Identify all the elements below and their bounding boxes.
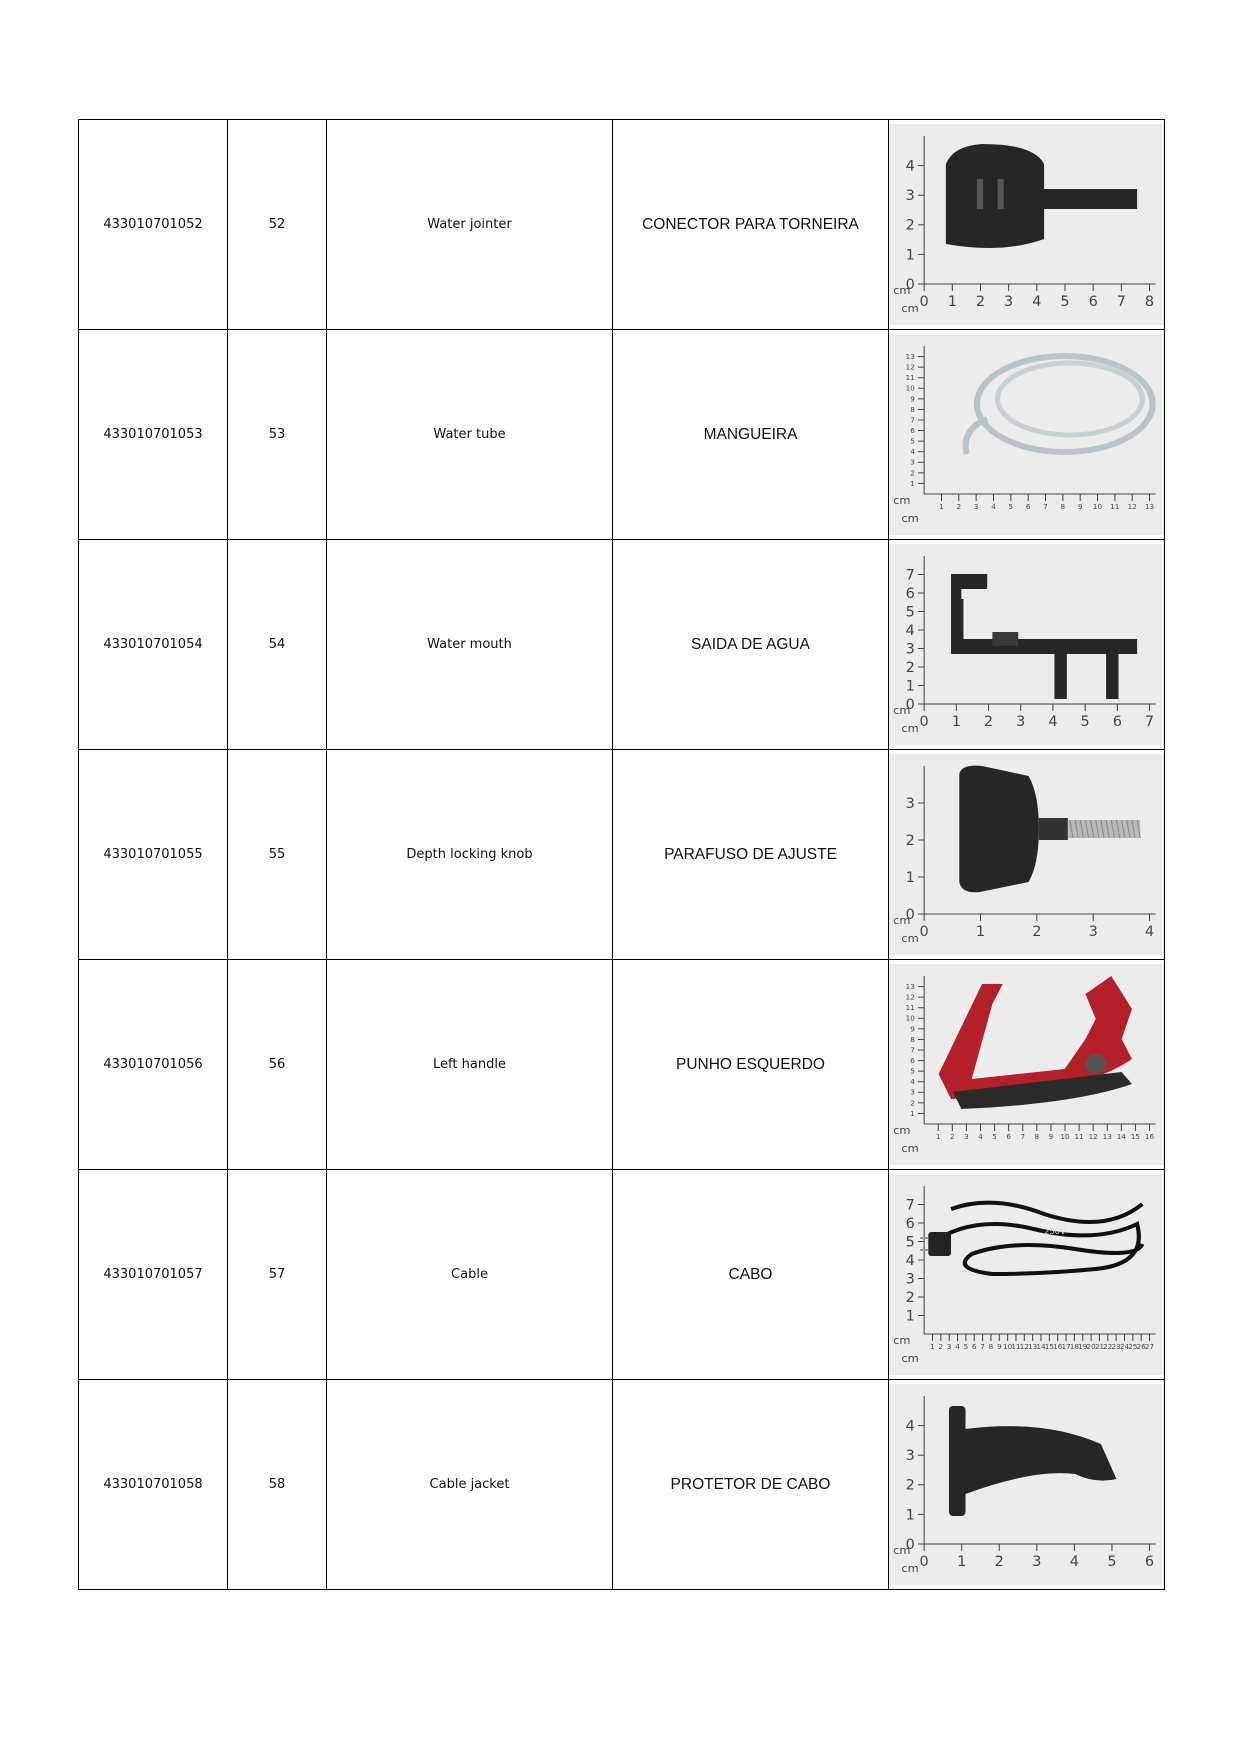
part-photo [889, 334, 1164, 535]
y-tick-label: 7 [905, 1197, 915, 1214]
x-tick-label: 2 [938, 1342, 944, 1351]
position-number: 55 [228, 750, 327, 960]
y-tick-label: 10 [905, 1013, 915, 1023]
x-tick-label: 16 [1144, 1132, 1155, 1141]
x-tick-label: 3 [964, 1132, 969, 1141]
part-photo-cell [889, 1170, 1165, 1380]
x-tick-label: 8 [1060, 502, 1066, 511]
x-tick-label: 14 [1036, 1342, 1046, 1351]
x-tick-label: 0 [919, 1554, 929, 1570]
y-tick-label: 3 [905, 188, 915, 205]
table-row [79, 1380, 1165, 1590]
x-tick-label: 1 [957, 1554, 967, 1570]
x-tick-label: 8 [988, 1342, 994, 1351]
y-tick-label: 4 [905, 623, 915, 639]
y-tick-label: 3 [910, 1087, 915, 1097]
x-tick-label: 1 [951, 714, 961, 730]
y-tick-label: 13 [905, 352, 915, 361]
y-tick-label: 3 [905, 796, 915, 812]
x-tick-label: 0 [919, 294, 929, 310]
x-tick-label: 13 [1102, 1132, 1112, 1141]
x-tick-label: 3 [1032, 1554, 1042, 1570]
x-tick-label: 9 [996, 1342, 1002, 1351]
y-tick-label: 3 [905, 641, 915, 658]
unit-label: cm [893, 1544, 911, 1557]
x-tick-label: 6 [1144, 1554, 1155, 1570]
x-tick-label: 21 [1094, 1342, 1105, 1351]
x-tick-label: 3 [1088, 924, 1098, 940]
y-tick-label: 11 [905, 1003, 915, 1013]
part-photo-cell [889, 330, 1165, 540]
part-photo [889, 964, 1164, 1165]
y-tick-label: 2 [910, 468, 915, 478]
x-tick-label: 2 [1032, 924, 1042, 940]
x-tick-label: 15 [1044, 1342, 1054, 1351]
part-photo [889, 1174, 1164, 1375]
unit-label: cm [893, 704, 911, 717]
x-tick-label: 4 [1032, 294, 1042, 310]
part-photo-svg [889, 964, 1164, 1165]
y-tick-label: 9 [910, 394, 915, 404]
article-number: 433010701052 [79, 120, 228, 330]
unit-label: cm [893, 1334, 911, 1347]
article-number: 433010701053 [79, 330, 228, 540]
part-name-en: Cable [327, 1170, 613, 1380]
part-name-pt: PUNHO ESQUERDO [613, 960, 889, 1170]
x-tick-label: 8 [1034, 1132, 1040, 1141]
table-row [79, 120, 1165, 330]
x-tick-label: 18 [1069, 1342, 1079, 1351]
x-tick-label: 19 [1078, 1342, 1088, 1351]
x-tick-label: 5 [963, 1342, 969, 1351]
part-name-en: Left handle [327, 960, 613, 1170]
x-tick-label: 14 [1116, 1132, 1126, 1141]
x-tick-label: 4 [1069, 1554, 1079, 1570]
position-number: 53 [228, 330, 327, 540]
part-photo-cell [889, 750, 1165, 960]
y-tick-label: 4 [905, 158, 915, 175]
y-tick-label: 2 [905, 1290, 915, 1306]
x-tick-label: 9 [1077, 502, 1083, 511]
y-tick-label: 12 [905, 362, 915, 372]
unit-label: cm [901, 932, 919, 945]
x-tick-label: 10 [1060, 1132, 1070, 1141]
x-tick-label: 12 [1127, 502, 1137, 511]
x-tick-label: 5 [1008, 502, 1014, 511]
unit-label: cm [893, 914, 911, 927]
unit-label: cm [901, 512, 919, 525]
x-tick-label: 22 [1103, 1342, 1113, 1351]
y-tick-label: 1 [910, 1108, 915, 1118]
x-tick-label: 6 [1025, 502, 1031, 511]
y-tick-label: 1 [905, 247, 915, 264]
article-number: 433010701055 [79, 750, 228, 960]
position-number: 56 [228, 960, 327, 1170]
y-tick-label: 2 [910, 1098, 915, 1108]
x-tick-label: 15 [1130, 1132, 1141, 1141]
x-tick-label: 4 [1144, 924, 1155, 940]
x-tick-label: 23 [1111, 1342, 1121, 1351]
part-photo-cell [889, 960, 1165, 1170]
y-tick-label: 6 [905, 586, 915, 602]
y-tick-label: 6 [905, 1216, 915, 1232]
x-tick-label: 1 [930, 1342, 935, 1351]
y-tick-label: 5 [905, 604, 915, 621]
x-tick-label: 24 [1119, 1342, 1130, 1351]
part-photo-svg [889, 544, 1164, 745]
x-tick-label: 4 [991, 502, 996, 511]
position-number: 54 [228, 540, 327, 750]
x-tick-label: 11 [1011, 1342, 1021, 1351]
x-tick-label: 2 [950, 1132, 955, 1141]
x-tick-label: 7 [980, 1342, 985, 1351]
part-name-pt: CABO [613, 1170, 889, 1380]
part-name-pt: MANGUEIRA [613, 330, 889, 540]
y-tick-label: 2 [905, 833, 915, 849]
position-number: 57 [228, 1170, 327, 1380]
x-tick-label: 16 [1053, 1342, 1063, 1351]
x-tick-label: 1 [947, 294, 957, 310]
x-tick-label: 5 [1060, 294, 1070, 310]
y-tick-label: 8 [910, 1034, 915, 1044]
part-photo-cell [889, 540, 1165, 750]
x-tick-label: 12 [1019, 1342, 1029, 1351]
part-photo [889, 1384, 1164, 1585]
y-tick-label: 0 [905, 1537, 915, 1553]
x-tick-label: 7 [1144, 714, 1155, 730]
x-tick-label: 9 [1048, 1132, 1054, 1141]
part-photo-svg [889, 754, 1164, 955]
x-tick-label: 7 [1020, 1132, 1026, 1141]
part-photo-svg [889, 124, 1164, 325]
x-tick-label: 2 [994, 1554, 1004, 1570]
y-tick-label: 1 [910, 478, 915, 488]
x-tick-label: 2 [983, 714, 994, 730]
plug-rating-label: 250V [1044, 1226, 1066, 1236]
y-tick-label: 3 [905, 1448, 915, 1465]
x-tick-label: 1 [939, 502, 944, 511]
unit-label: cm [901, 302, 919, 315]
y-tick-label: 7 [910, 1045, 915, 1055]
x-tick-label: 11 [1074, 1132, 1084, 1141]
part-photo [889, 754, 1164, 955]
y-tick-label: 2 [905, 1477, 915, 1494]
unit-label: cm [901, 722, 919, 735]
x-tick-label: 12 [1088, 1132, 1098, 1141]
x-tick-label: 3 [1016, 714, 1026, 730]
x-tick-label: 27 [1144, 1342, 1155, 1351]
y-tick-label: 1 [905, 1507, 915, 1524]
y-tick-label: 8 [910, 404, 915, 414]
x-tick-label: 2 [975, 294, 986, 310]
y-tick-label: 3 [910, 457, 915, 467]
x-tick-label: 4 [955, 1342, 960, 1351]
x-tick-label: 2 [956, 502, 962, 511]
y-tick-label: 3 [905, 1271, 915, 1288]
unit-label: cm [893, 1124, 911, 1137]
x-tick-label: 4 [978, 1132, 983, 1141]
table-row [79, 1170, 1165, 1380]
part-name-pt: PROTETOR DE CABO [613, 1380, 889, 1590]
part-photo [889, 544, 1164, 745]
x-tick-label: 20 [1086, 1342, 1096, 1351]
unit-label: cm [901, 1562, 919, 1575]
x-tick-label: 13 [1028, 1342, 1038, 1351]
article-number: 433010701058 [79, 1380, 228, 1590]
table-row [79, 750, 1165, 960]
part-photo-cell [889, 1380, 1165, 1590]
x-tick-label: 5 [1107, 1554, 1117, 1570]
y-tick-label: 5 [905, 1234, 915, 1251]
x-tick-label: 10 [1092, 502, 1103, 511]
x-tick-label: 13 [1144, 502, 1155, 511]
part-name-pt: CONECTOR PARA TORNEIRA [613, 120, 889, 330]
x-tick-label: 4 [1048, 714, 1058, 730]
unit-label: cm [893, 494, 911, 507]
y-tick-label: 13 [905, 982, 915, 991]
y-tick-label: 1 [905, 870, 915, 886]
y-tick-label: 4 [910, 447, 915, 457]
y-tick-label: 2 [905, 660, 915, 676]
x-tick-label: 5 [1080, 714, 1090, 730]
article-number: 433010701057 [79, 1170, 228, 1380]
x-tick-label: 7 [1116, 294, 1126, 310]
y-tick-label: 9 [910, 1024, 915, 1034]
x-tick-label: 3 [973, 502, 979, 511]
parts-table [78, 119, 1165, 1590]
y-tick-label: 10 [905, 383, 915, 393]
x-tick-label: 6 [1112, 714, 1122, 730]
x-tick-label: 5 [992, 1132, 997, 1141]
x-tick-label: 7 [1043, 502, 1048, 511]
part-name-en: Cable jacket [327, 1380, 613, 1590]
x-tick-label: 6 [1006, 1132, 1011, 1141]
position-number: 52 [228, 120, 327, 330]
y-tick-label: 4 [905, 1253, 915, 1269]
y-tick-label: 7 [910, 415, 915, 425]
x-tick-label: 0 [919, 924, 929, 940]
part-photo-cell [889, 120, 1165, 330]
y-tick-label: 0 [905, 277, 915, 293]
y-tick-label: 12 [905, 992, 915, 1002]
x-tick-label: 6 [1088, 294, 1098, 310]
x-tick-label: 10 [1003, 1342, 1013, 1351]
part-name-pt: SAIDA DE AGUA [613, 540, 889, 750]
table-row [79, 330, 1165, 540]
part-name-en: Water mouth [327, 540, 613, 750]
y-tick-label: 1 [905, 678, 915, 695]
y-tick-label: 6 [910, 426, 915, 435]
table-row [79, 540, 1165, 750]
y-tick-label: 5 [910, 436, 915, 446]
x-tick-label: 11 [1110, 502, 1120, 511]
article-number: 433010701054 [79, 540, 228, 750]
x-tick-label: 1 [975, 924, 986, 940]
x-tick-label: 0 [919, 714, 929, 730]
unit-label: cm [901, 1352, 919, 1365]
part-photo [889, 124, 1164, 325]
part-photo-svg [889, 334, 1164, 535]
y-tick-label: 1 [905, 1308, 915, 1325]
part-name-en: Water tube [327, 330, 613, 540]
y-tick-label: 11 [905, 373, 915, 383]
y-tick-label: 2 [905, 217, 915, 234]
unit-label: cm [893, 284, 911, 297]
unit-label: cm [901, 1142, 919, 1155]
part-photo-svg [889, 1174, 1164, 1375]
y-tick-label: 6 [910, 1056, 915, 1065]
y-tick-label: 4 [905, 1418, 915, 1435]
part-name-en: Water jointer [327, 120, 613, 330]
x-tick-label: 26 [1136, 1342, 1146, 1351]
article-number: 433010701056 [79, 960, 228, 1170]
position-number: 58 [228, 1380, 327, 1590]
y-tick-label: 0 [905, 697, 915, 713]
y-tick-label: 5 [910, 1066, 915, 1076]
x-tick-label: 1 [935, 1132, 941, 1141]
y-tick-label: 7 [905, 567, 915, 584]
x-tick-label: 25 [1128, 1342, 1138, 1351]
x-tick-label: 6 [971, 1342, 977, 1351]
x-tick-label: 3 [946, 1342, 952, 1351]
part-photo-svg [889, 1384, 1164, 1585]
y-tick-label: 4 [910, 1077, 915, 1087]
x-tick-label: 3 [1004, 294, 1014, 310]
x-tick-label: 8 [1144, 294, 1155, 310]
part-name-en: Depth locking knob [327, 750, 613, 960]
table-row [79, 960, 1165, 1170]
y-tick-label: 0 [905, 907, 915, 923]
part-name-pt: PARAFUSO DE AJUSTE [613, 750, 889, 960]
x-tick-label: 17 [1061, 1342, 1071, 1351]
